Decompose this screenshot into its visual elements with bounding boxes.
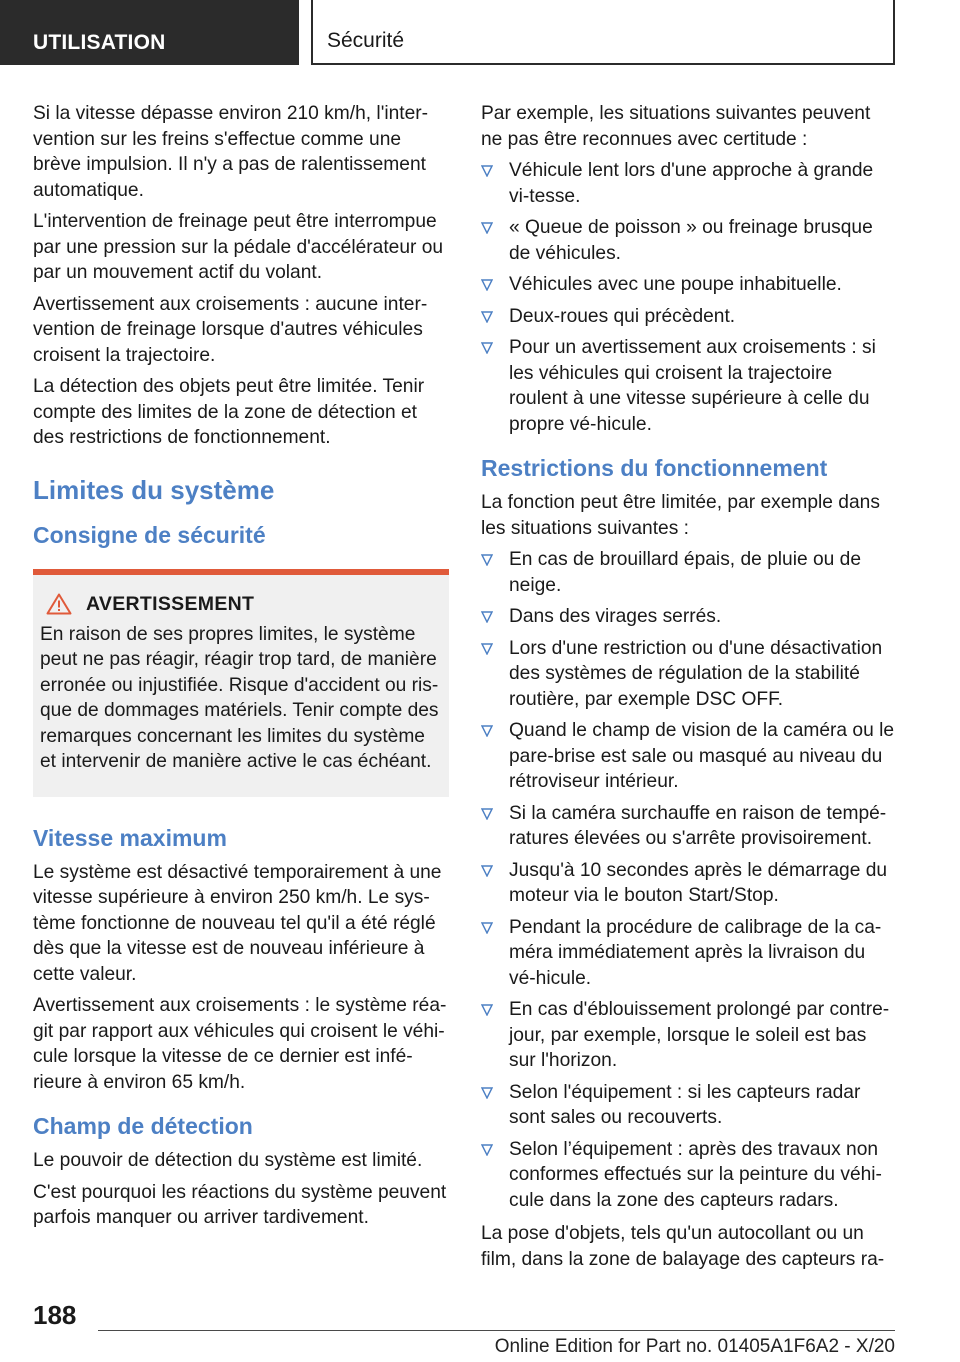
- list-item: « Queue de poisson » ou freinage brusque de véhicules.: [481, 215, 896, 266]
- paragraph: La fonction peut être limitée, par exemple dans les situations suivantes :: [481, 492, 880, 539]
- triangle-bullet-icon: [481, 1087, 493, 1099]
- warning-triangle-icon: [46, 593, 72, 615]
- triangle-bullet-icon: [481, 311, 493, 323]
- page-number: 188: [33, 1300, 77, 1330]
- paragraph: Avertissement aux croisements : aucune inter-vention de freinage lorsque d'autres véhicules croisent la trajectoire.: [33, 293, 428, 366]
- triangle-bullet-icon: [481, 922, 493, 934]
- list-item: Si la caméra surchauffe en raison de tempé-ratures élevées ou s'arrête provisoirement.: [481, 801, 896, 852]
- heading-restrictions: Restrictions du fonctionnement: [481, 455, 828, 481]
- list-item: Véhicule lent lors d'une approche à grande vi-tesse.: [481, 158, 896, 209]
- triangle-bullet-icon: [481, 1004, 493, 1016]
- triangle-bullet-icon: [481, 554, 493, 566]
- warning-text: En raison de ses propres limites, le système peut ne pas réagir, réagir trop tard, de manière erronée ou injustifiée. Risque d'accident ou ris-que de dommages matériels. Tenir compte des remarques concernant les limites du système et intervenir de manière active le cas échéant.: [40, 623, 439, 772]
- header-section: UTILISATION: [0, 0, 299, 65]
- footer-divider: [98, 1330, 895, 1331]
- triangle-bullet-icon: [481, 725, 493, 737]
- list-item: En cas d'éblouissement prolongé par contre-jour, par exemple, lorsque le soleil est bas sur l'horizon.: [481, 997, 896, 1074]
- heading-detection-field: Champ de détection: [33, 1113, 253, 1139]
- paragraph: Avertissement aux croisements : le système réa-git par rapport aux véhicules qui croisent le véhi-cule lorsque la vitesse de ce dernier est infé-rieure à environ 65 km/h.: [33, 995, 447, 1093]
- list-item: Véhicules avec une poupe inhabituelle.: [481, 272, 896, 298]
- paragraph: La pose d'objets, tels qu'un autocollant ou un film, dans la zone de balayage des capteurs ra-: [481, 1223, 885, 1270]
- left-column: [33, 101, 449, 1237]
- paragraph: C'est pourquoi les réactions du système peuvent parfois manquer ou arriver tardivement.: [33, 1181, 447, 1228]
- list-item: Quand le champ de vision de la caméra ou le pare-brise est sale ou masqué au niveau du rétroviseur intérieur.: [481, 718, 896, 795]
- heading-safety: Consigne de sécurité: [33, 521, 266, 548]
- footer-edition: Online Edition for Part no. 01405A1F6A2 - X/20: [494, 1336, 895, 1357]
- warning-header: [40, 593, 439, 616]
- paragraph: La détection des objets peut être limitée. Tenir compte des limites de la zone de détection et des restrictions de fonctionnement.: [33, 376, 425, 448]
- paragraph: Le système est désactivé temporairement à une vitesse supérieure à environ 250 km/h. Le sys-tème fonctionne de nouveau tel qu'il a été réglé dès que la vitesse est de nouveau inférieure à cette valeur.: [33, 861, 442, 985]
- triangle-bullet-icon: [481, 279, 493, 291]
- situation-list: [481, 158, 896, 437]
- triangle-bullet-icon: [481, 865, 493, 877]
- list-item: Jusqu'à 10 secondes après le démarrage du moteur via le bouton Start/Stop.: [481, 858, 896, 909]
- warning-title: AVERTISSEMENT: [86, 592, 255, 615]
- paragraph: Par exemple, les situations suivantes peuvent ne pas être reconnues avec certitude :: [481, 103, 871, 150]
- triangle-bullet-icon: [481, 222, 493, 234]
- list-item: Pendant la procédure de calibrage de la ca-méra immédiatement après la livraison du vé-hicule.: [481, 915, 896, 992]
- triangle-bullet-icon: [481, 611, 493, 623]
- list-item: En cas de brouillard épais, de pluie ou de neige.: [481, 547, 896, 598]
- list-item: Selon l'équipement : si les capteurs radar sont sales ou recouverts.: [481, 1080, 896, 1131]
- triangle-bullet-icon: [481, 165, 493, 177]
- restriction-list: [481, 547, 896, 1213]
- triangle-bullet-icon: [481, 342, 493, 354]
- triangle-bullet-icon: [481, 808, 493, 820]
- triangle-bullet-icon: [481, 1144, 493, 1156]
- right-column: [481, 101, 896, 1278]
- paragraph: Si la vitesse dépasse environ 210 km/h, l'inter-vention sur les freins s'effectue comme une brève impulsion. Il n'y a pas de ralentissement automatique.: [33, 103, 429, 201]
- triangle-bullet-icon: [481, 643, 493, 655]
- list-item: Pour un avertissement aux croisements : si les véhicules qui croisent la trajectoire roulent à une vitesse supérieure à celle du propre vé-hicule.: [481, 335, 896, 437]
- paragraph: Le pouvoir de détection du système est limité.: [33, 1150, 423, 1171]
- warning-box: [33, 569, 449, 797]
- list-item: Selon l’équipement : après des travaux non conformes effectués sur la peinture du véhi-cule dans la zone des capteurs radars.: [481, 1137, 896, 1214]
- list-item: Deux-roues qui précèdent.: [481, 304, 896, 330]
- paragraph: L'intervention de freinage peut être interrompue par une pression sur la pédale d'accélérateur ou par un mouvement actif du volant.: [33, 211, 444, 283]
- list-item: Lors d'une restriction ou d'une désactivation des systèmes de régulation de la stabilité routière, par exemple DSC OFF.: [481, 636, 896, 713]
- header-topic: Sécurité: [311, 0, 895, 65]
- heading-limits: Limites du système: [33, 474, 275, 505]
- list-item: Dans des virages serrés.: [481, 604, 896, 630]
- heading-speed: Vitesse maximum: [33, 824, 227, 851]
